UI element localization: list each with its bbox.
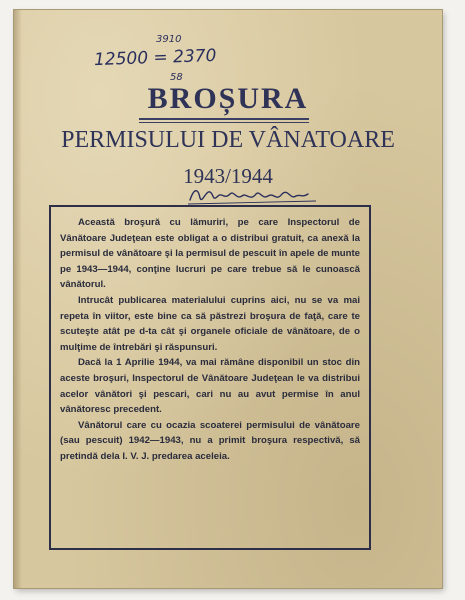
notice-box	[49, 205, 371, 550]
notice-paragraph: Această broşură cu lămuriri, pe care Inspectorul de Vânătoare Judeţean este obligat a o distribui gratuit, ca anexă la permisul de vânătoare şi la permisul de pescuit în apele de munte pe 1943—1944, conţine lucruri pe care trebue să le cunoască vânătorul.	[60, 217, 360, 291]
cover-subtitle: PERMISULUI DE VÂNATOARE	[61, 127, 395, 153]
handwritten-small-note: 58	[170, 72, 183, 83]
handwritten-price: 12500 = 2370	[93, 45, 217, 71]
cover-title: BROȘURA	[147, 82, 309, 115]
notice-paragraph: Dacă la 1 Aprilie 1944, va mai rămâne disponibil un stoc din aceste broşuri, Inspectorul de Vânătoare Judeţean le va distribui acelor vânători şi pescari, cari nu au avut permise în anul vânătoresc precedent.	[60, 357, 360, 416]
notice-paragraph: Vânătorul care cu ocazia scoaterei permisului de vânătoare (sau pescuit) 1942—1943, nu a primit broşura respectivă, să pretindă dela I. V. J. predarea aceleia.	[60, 419, 360, 462]
handwritten-top-note: 3910	[156, 34, 182, 45]
notice-paragraph: Intrucât publicarea materialului cuprins aici, nu se va mai repeta în viitor, este bine ca să păstrezi broşura de faţă, care te scuteşte atât pe d-ta cât şi organele oficiale de vânătoare, de o mulţime de întrebări şi răspunsuri.	[60, 294, 360, 353]
cover-years: 1943/1944	[183, 164, 273, 188]
booklet-cover	[14, 10, 442, 588]
title-rule-upper	[139, 118, 309, 120]
title-rule-lower	[139, 122, 309, 123]
